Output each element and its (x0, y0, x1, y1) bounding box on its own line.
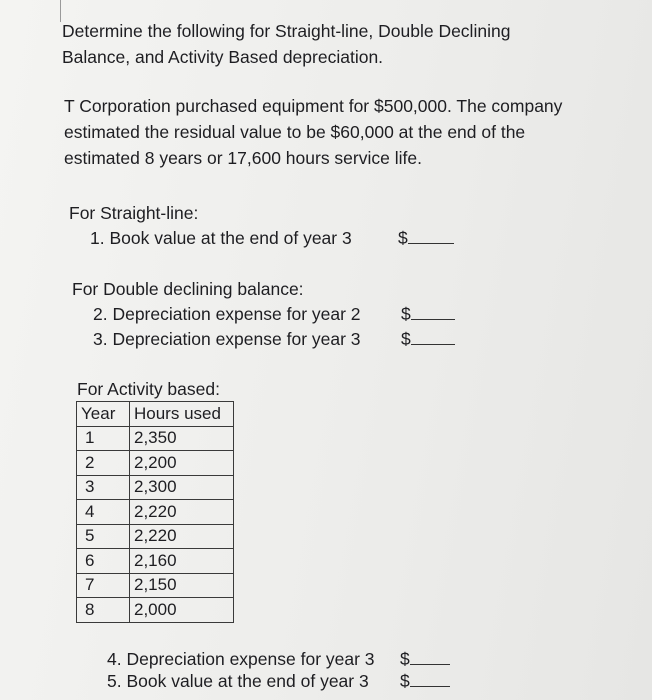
answer-5-dollar: $ (400, 671, 410, 691)
heading-line-2: Balance, and Activity Based depreciation. (62, 47, 384, 67)
intro-line-1: T Corporation purchased equipment for $500,000. The company (64, 96, 563, 116)
hours-cell: 2,220 (130, 524, 234, 549)
table-row (77, 500, 234, 525)
year-cell: 2 (77, 451, 130, 476)
table-row (77, 598, 234, 623)
answer-2-blank[interactable] (411, 318, 455, 320)
intro-line-3: estimated 8 years or 17,600 hours service life. (64, 148, 422, 168)
year-cell: 3 (77, 475, 130, 500)
table-header-row (77, 402, 234, 427)
table-row (77, 573, 234, 598)
hours-cell: 2,200 (130, 451, 234, 476)
table-row (77, 451, 234, 476)
table-row (77, 524, 234, 549)
answer-1-dollar: $ (398, 228, 408, 248)
straight-line-label: For Straight-line: (69, 203, 199, 223)
answer-3-dollar: $ (401, 329, 411, 349)
intro-line-2: estimated the residual value to be $60,000 at the end of the (64, 122, 526, 142)
table-row (77, 549, 234, 574)
year-cell: 5 (77, 524, 130, 549)
question-3-text: 3. Depreciation expense for year 3 (93, 329, 361, 349)
column-header-hours: Hours used (130, 402, 234, 427)
hours-cell: 2,300 (130, 475, 234, 500)
question-2 (93, 304, 361, 325)
year-cell: 1 (77, 426, 130, 451)
answer-5-blank[interactable] (410, 685, 450, 687)
year-cell: 7 (77, 573, 130, 598)
answer-3-blank[interactable] (411, 343, 455, 345)
instructions-heading (62, 18, 510, 70)
answer-1-blank[interactable] (408, 242, 454, 244)
question-4-text: 4. Depreciation expense for year 3 (107, 649, 375, 669)
question-5 (107, 671, 369, 692)
answer-5-field[interactable] (400, 671, 450, 692)
answer-4-field[interactable] (400, 649, 450, 670)
hours-used-table (76, 401, 234, 623)
double-declining-label: For Double declining balance: (72, 279, 304, 299)
column-header-year: Year (77, 402, 130, 427)
hours-cell: 2,150 (130, 573, 234, 598)
hours-cell: 2,000 (130, 598, 234, 623)
hours-cell: 2,160 (130, 549, 234, 574)
answer-1-field[interactable] (398, 228, 454, 249)
answer-2-dollar: $ (401, 304, 411, 324)
question-4 (107, 649, 375, 670)
table-row (77, 475, 234, 500)
heading-line-1: Determine the following for Straight-line, Double Declining (62, 21, 511, 41)
question-3 (93, 329, 361, 350)
answer-4-blank[interactable] (410, 663, 450, 665)
hours-cell: 2,220 (130, 500, 234, 525)
activity-based-label: For Activity based: (77, 379, 220, 399)
question-5-text: 5. Book value at the end of year 3 (107, 671, 369, 691)
table-row (77, 426, 234, 451)
answer-3-field[interactable] (401, 329, 455, 350)
page-edge-line (60, 0, 61, 22)
hours-cell: 2,350 (130, 426, 234, 451)
question-1 (90, 228, 352, 249)
year-cell: 8 (77, 598, 130, 623)
question-2-text: 2. Depreciation expense for year 2 (93, 304, 361, 324)
year-cell: 6 (77, 549, 130, 574)
answer-4-dollar: $ (400, 649, 410, 669)
year-cell: 4 (77, 500, 130, 525)
answer-2-field[interactable] (401, 304, 455, 325)
problem-statement (64, 93, 562, 171)
question-1-text: 1. Book value at the end of year 3 (90, 228, 352, 248)
